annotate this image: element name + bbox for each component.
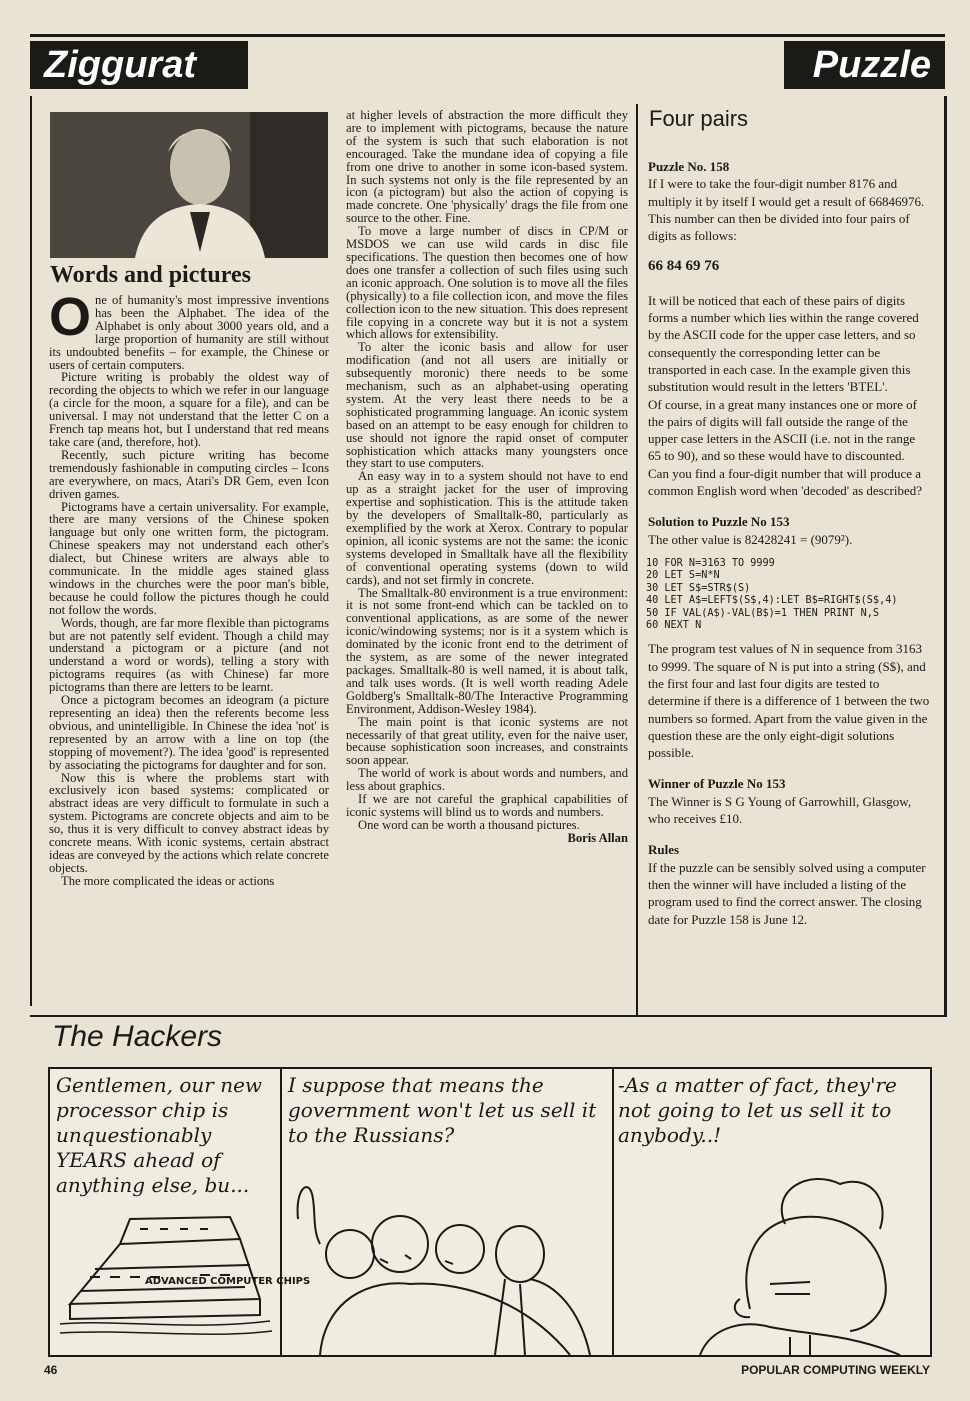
code-line: 50 IF VAL(A$)-VAL(B$)=1 THEN PRINT N,S [646,607,880,619]
article-paragraph: Now this is where the problems start with exclusively icon based systems: complicated or abstract ideas are very difficult to formulate in such a system. Pictograms are concrete objects and aim to be so, thus it is very difficult to convey abstract ideas by concrete means. With iconic systems, certain abstract ideas are conveyed by the actions which relate concrete objects. [49,770,329,875]
article-paragraph: Pictograms have a certain universality. For example, there are many versions of the Chinese spoken language but only one written form, the pictogram. Chinese speakers may not understand each other's dialect, but Chinese writers are always able to communicate. In the middle ages stained glass windows in the churches were the poor man's bible, because he could follow the pictures though he could not follow the words. [49,499,329,617]
building-sign: ADVANCED COMPUTER CHIPS [145,1276,311,1287]
solution-heading: Solution to Puzzle No 153 [648,514,790,530]
puzzle-body: Can you find a four-digit number that will produce a common English word when 'decoded' as described? [648,465,922,499]
winner-text: The Winner is S G Young of Garrowhill, Glasgow, who receives £10. [648,793,912,827]
article-paragraph: Once a pictogram becomes an ideogram (a picture representing an idea) then the referents become less obvious, and unintelligible. In Chinese the idea 'not' is represented by an arrow with a line on top (the stopping of movement?). The idea 'good' is represented by associating the pictograms for daughter and for son. [49,693,329,772]
article-paragraph: Recently, such picture writing has become tremendously fashionable in computing circles – Icons are everywhere, on macs, Atari's DR Gem, even Icon driven games. [49,447,329,501]
puzzle-number: Puzzle No. 158 [648,159,730,174]
section-banner-left: Ziggurat [30,41,248,89]
author-photo [50,112,328,258]
rules-heading: Rules [648,842,680,858]
code-line: 60 NEXT N [646,619,702,631]
code-line: 40 LET A$=LEFT$(S$,4):LET B$=RIGHT$(S$,4) [646,595,898,607]
puzzle-intro: If I were to take the four-digit number 8176 and multiply it by itself I would get a result of 66846976. This number can then be divided into four pairs of digits as follows: [648,176,925,244]
winner-heading: Winner of Puzzle No 153 [648,776,786,792]
article-paragraph: The world of work is about words and numbers, and less about graphics. [346,766,628,794]
section-banner-right: Puzzle [784,41,945,89]
top-rule [30,34,945,37]
rules-text: If the puzzle can be sensibly solved using a computer then the winner will have included a listing of the program used to find the correct answer. The closing date for Puzzle 158 is June 12. [648,859,926,927]
code-line: 20 LET S=N*N [646,570,720,582]
speech-bubble-2: I suppose that means the government won't let us sell it to the Russians? [288,1073,597,1147]
article-headline: Words and pictures [50,262,251,288]
cartoon-drawing [50,1069,930,1355]
article-paragraph: ne of humanity's most impressive inventions has been the Alphabet. The idea of the Alphabet is only about 3000 years old, and a large proportion of humanity are still without its undoubted benefits – for example, the Chinese or users of certain computers. [49,293,329,372]
column-divider [636,104,638,1016]
article-paragraph: One word can be worth a thousand pictures. [358,817,580,832]
cartoon-title: The Hackers [52,1020,223,1053]
solution-explanation: The program test values of N in sequence from 3163 to 9999. The square of N is put into a string (S$), and the first four and last four digits are tested to determine if there is a difference of 1 between the two numbers so formed. Apart from the value given in the question these are the only eight-digit solutions possible. [648,641,930,761]
article-paragraph: Picture writing is probably the oldest way of recording the objects to which we refer in our language (a circle for the moon, a square for a file), and can be universal. I may not understand that the letter C on a French tap means hot, but I understand that red means take care (and, therefore, hot). [49,370,329,449]
article-paragraph: To move a large number of discs in CP/M or MSDOS we can use wild cards in disc file specifications. The question then becomes one of how does one transfer a collection of such files using such an iconic approach. One solution is to move all the files (physically) to a file collection icon, and move the files collection icon to the new situation. This does represent file copying in a concrete way but it is not a system which allows for extensibility. [346,224,628,342]
article-paragraph: The main point is that iconic systems are not necessarily of that great utility, even for the naive user, because sophistication soon increases, and constraints soon appear. [346,714,628,768]
article-column-1 [49,287,329,888]
puzzle-pairs: 66 84 69 76 [648,258,720,275]
article-paragraph: The more complicated the ideas or actions [61,873,275,888]
article-paragraph: Words, though, are far more flexible than pictograms but are not patently self evident. Though a child may understand a pictogram or a picture (and not understand a word or words), telling a story with pictograms requires (as with Chinese) far more pictograms than there are letters to be learnt. [49,615,329,695]
page-number: 46 [44,1363,58,1377]
publication-name: POPULAR COMPUTING WEEKLY [741,1363,930,1377]
article-column-2 [346,109,628,845]
article-paragraph: An easy way in to a system should not have to end up as a straight jacket for the user of improving expertise and sophistication. This is the attitude taken by the developers of Smalltalk-80, particularly as exemplified by the work at Xerox. Contrary to popular opinion, all iconic systems are not the same: the iconic systems developed in Smalltalk have all the flexibility of conventional operating systems (down to wild cards), and not set firmly in concrete. [346,469,628,587]
drop-cap: O [49,287,92,347]
article-paragraph: To alter the iconic basis and allow for user modification (and not all users are initially or subsequently moronic) there needs to be some mechanism, such as an alphabet-using operating system. At the very least there needs to be a sophisticated programming language. An iconic system based on an attempt to be easy enough for children to use should not ignore the rapid onset of computer sophistication which attacks many youngsters once they start to use computers. [346,340,628,471]
code-line: 30 LET S$=STR$(S) [646,582,751,594]
basic-listing [646,558,930,632]
puzzle-body: It will be noticed that each of these pairs of digits forms a number which lies within the range covered by the ASCII code for the upper case letters, and so consequently the corresponding letter can be transported in each case. In the example given this substitution would result in the letters 'BTEL'. [648,292,919,395]
article-author: Boris Allan [567,830,628,845]
puzzle-column [648,158,930,928]
cartoon-strip [48,1067,932,1357]
cartoon-rule [30,1015,947,1017]
author-portrait-image [50,112,328,258]
article-paragraph: The Smalltalk-80 environment is a true environment: it is not some front-end which can be tackled on to conventional applications, as are some of the newer iconic/windowing systems; nor is it a system which is dominated by the iconic front end to the detriment of the system, as are some of the newer integrated packages. Smalltalk-80 is well named, it is about talk, and talk uses words. (It is well worth reading Adele Goldberg's Smalltalk-80/The Interactive Programming Environment, Addison-Wesley 1984). [346,585,628,716]
solution-text: The other value is 82428241 = (9079²). [648,531,853,547]
speech-bubble-1: Gentlemen, our new processor chip is unquestionably YEARS ahead of anything else, bu... [56,1073,263,1197]
puzzle-title: Four pairs [649,106,749,131]
article-paragraph: If we are not careful the graphical capabilities of iconic systems will blind us to words and numbers. [346,792,628,819]
speech-bubble-3: -As a matter of fact, they're not going to let us sell it to anybody..! [618,1073,897,1147]
code-line: 10 FOR N=3163 TO 9999 [646,557,775,569]
left-border [30,96,32,1006]
puzzle-body: Of course, in a great many instances one or more of the pairs of digits will fall outside the range of the upper case letters in the ASCII (i.e. not in the range 65 to 90), and so these would have to discounted. [648,396,917,464]
article-paragraph: at higher levels of abstraction the more difficult they are to implement with pictograms, because the nature of the system is such that such elaboration is not encouraged. Take the mundane idea of copying a file from one drive to another in some icon-based system. In such systems not only is the file represented by an icon (a pictogram) but also the action of copying is made concrete. One 'physically' drags the file from one source to the other. Fine. [346,108,628,226]
right-border [944,96,947,1016]
